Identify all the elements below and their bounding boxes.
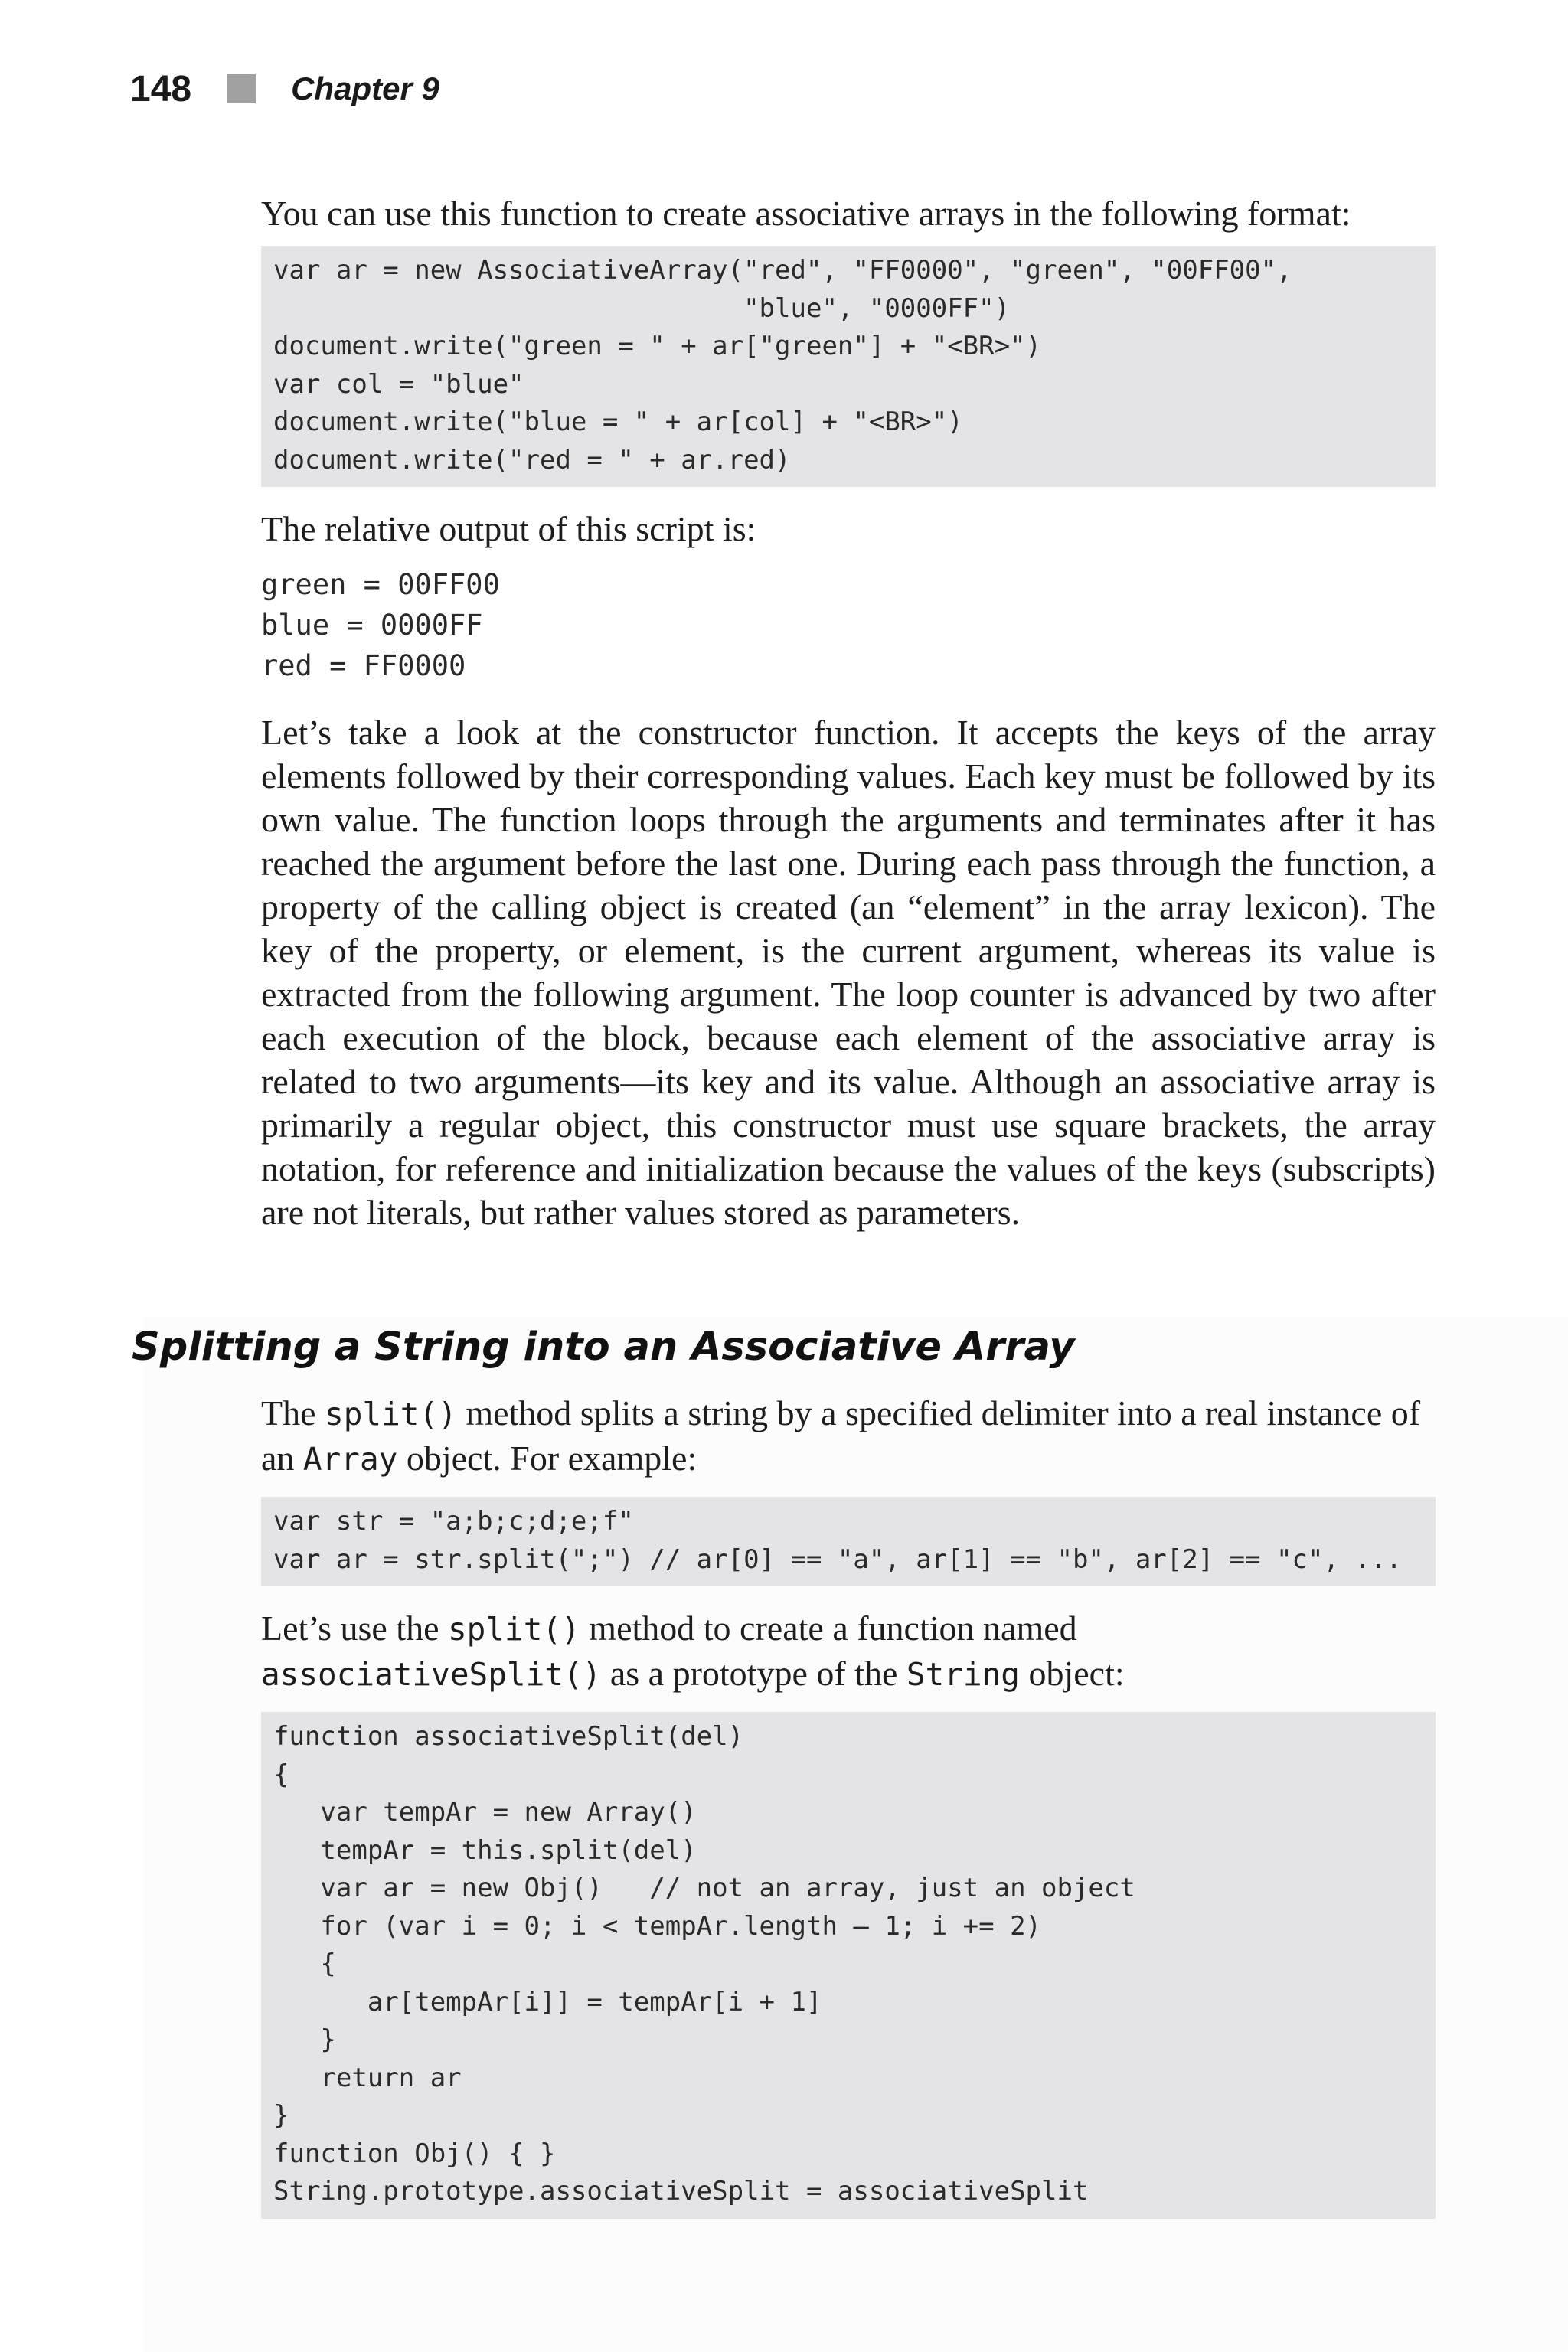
code-line: var col = "blue" [273, 368, 524, 400]
section-heading: Splitting a String into an Associative Array [132, 1325, 1075, 1370]
code-line: tempAr = this.split(del) [273, 1834, 697, 1866]
split-intro-paragraph [261, 1391, 1436, 1481]
output-line: red = FF0000 [261, 649, 466, 682]
code-line: var ar = str.split(";") // ar[0] == "a", ar[1] == "b", ar[2] == "c", ... [273, 1544, 1402, 1575]
output-line: green = 00FF00 [261, 568, 500, 601]
inline-code-array: Array [302, 1441, 398, 1478]
code-line: } [273, 2024, 336, 2055]
code-line: { [273, 1759, 289, 1790]
inline-code-associative-split: associativeSplit() [261, 1656, 602, 1693]
inline-code-split: split() [325, 1396, 457, 1432]
output-intro-paragraph: The relative output of this script is: [261, 509, 756, 548]
code-line: document.write("green = " + ar["green"] + "<BR>") [273, 331, 1042, 361]
header-square-mark [227, 74, 256, 103]
main-content-top [261, 191, 1436, 1234]
code-line: document.write("blue = " + ar[col] + "<BR>") [273, 407, 963, 437]
text-run: object. For example: [397, 1439, 697, 1478]
split-usage-paragraph [261, 1606, 1436, 1697]
inline-code-string: String [906, 1656, 1020, 1693]
code-block-associative-split [261, 1712, 1436, 2219]
code-line: String.prototype.associativeSplit = associativeSplit [273, 2176, 1089, 2207]
code-line: return ar [273, 2062, 462, 2093]
main-content-section [261, 1391, 1436, 2219]
code-line: ar[tempAr[i]] = tempAr[i + 1] [273, 1986, 822, 2017]
code-line: function Obj() { } [273, 2138, 556, 2169]
inline-code-split: split() [448, 1611, 580, 1648]
text-run: method splits a string by a specified delimiter into a real instance of an [261, 1393, 1421, 1478]
text-run: as a prototype of the [601, 1654, 906, 1693]
text-run: Let’s use the [261, 1609, 448, 1648]
text-run: method to create a function named [580, 1609, 1077, 1648]
code-line: var tempAr = new Array() [273, 1797, 697, 1828]
code-line: for (var i = 0; i < tempAr.length – 1; i += 2) [273, 1910, 1042, 1942]
text-run: The [261, 1393, 325, 1432]
code-line: var ar = new Obj() // not an array, just an object [273, 1873, 1135, 1903]
code-block-split-example [261, 1497, 1436, 1586]
code-line: var ar = new AssociativeArray("red", "FF0000", "green", "00FF00", [273, 255, 1292, 286]
code-line: document.write("red = " + ar.red) [273, 444, 791, 475]
script-output-block [261, 564, 1436, 686]
page-header [130, 66, 439, 112]
code-line: var str = "a;b;c;d;e;f" [273, 1506, 634, 1537]
code-line: { [273, 1949, 336, 1979]
code-block-associative-array [261, 246, 1436, 487]
explanation-paragraph: Let’s take a look at the constructor function. It accepts the keys of the array elements followed by their corresponding values. Each key must be followed by its own value. The function loops through the arguments and terminates after it has reached the argument before the last one. During each pass through the function, a property of the calling object is created (an “element” in the array lexicon). The key of the property, or element, is the current argument, whereas its value is extracted from the following argument. The loop counter is advanced by two after each execution of the block, because each element of the associative array is related to two arguments—its key and its value. Although an associative array is primarily a regular object, this constructor must use square brackets, the array notation, for reference and initialization because the values of the keys (subscripts) are not literals, but rather values stored as parameters. [261, 713, 1436, 1232]
page-number: 148 [130, 68, 192, 109]
code-line: function associativeSplit(del) [273, 1721, 744, 1752]
text-run: object: [1019, 1654, 1125, 1693]
chapter-label: Chapter 9 [291, 70, 439, 106]
code-line: "blue", "0000FF") [273, 292, 1011, 324]
output-line: blue = 0000FF [261, 609, 483, 642]
code-line: } [273, 2100, 289, 2131]
intro-paragraph: You can use this function to create associative arrays in the following format: [261, 194, 1351, 233]
